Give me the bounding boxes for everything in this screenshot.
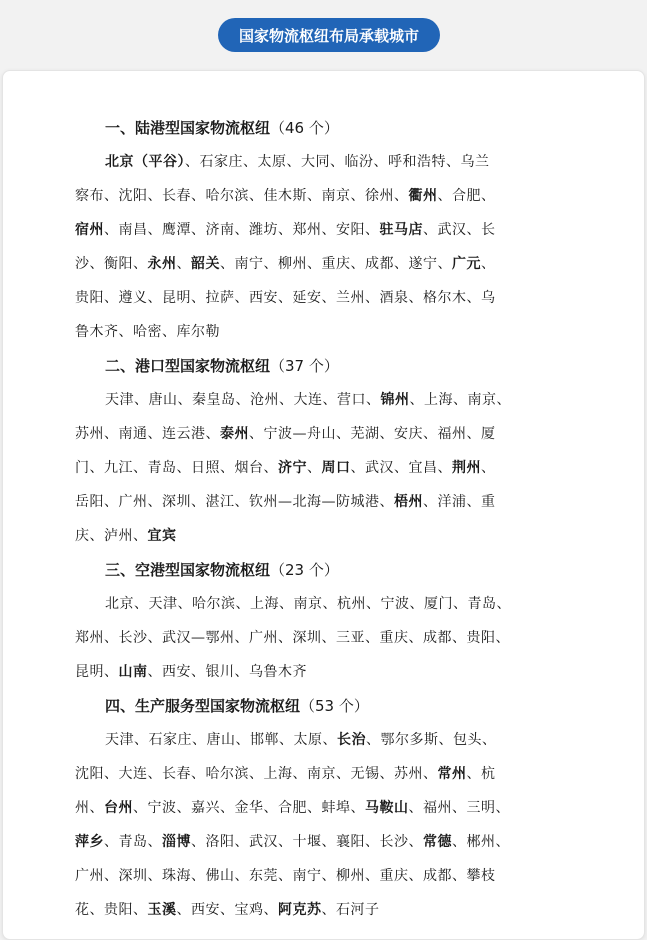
city-list-text: 、青岛、 xyxy=(104,834,162,850)
city-name-bold: 萍乡 xyxy=(75,834,104,850)
city-list-text: 鲁木齐、哈密、库尔勒 xyxy=(75,324,220,340)
city-list-line xyxy=(75,247,585,281)
city-list-line xyxy=(75,145,585,179)
city-list-text: 、武汉、长 xyxy=(423,222,496,238)
city-list-line xyxy=(75,859,585,893)
city-name-bold: 长治 xyxy=(337,732,366,748)
city-list-line xyxy=(75,451,585,485)
city-name-bold: 广元 xyxy=(452,256,481,272)
city-list-text: 天津、唐山、秦皇岛、沧州、大连、营口、 xyxy=(105,392,381,408)
section-count: （23 个） xyxy=(270,561,339,579)
section-heading-text: 三、空港型国家物流枢纽 xyxy=(105,561,271,579)
city-name-bold: 玉溪 xyxy=(147,902,177,918)
city-list-text: 、福州、三明、 xyxy=(408,800,510,816)
city-list-text: 州、 xyxy=(75,800,104,816)
city-name-bold: 山南 xyxy=(118,664,148,680)
city-list-text: 、郴州、 xyxy=(452,834,510,850)
city-list-text: 天津、石家庄、唐山、邯郸、太原、 xyxy=(105,732,337,748)
city-list-text: 花、贵阳、 xyxy=(75,902,148,918)
city-list-line xyxy=(75,587,585,621)
city-list-text: 沙、衡阳、 xyxy=(75,256,148,272)
city-name-bold: 常州 xyxy=(437,766,467,782)
city-name-bold: 锦州 xyxy=(380,392,410,408)
city-list-text: 、西安、银川、乌鲁木齐 xyxy=(147,664,307,680)
city-list-text: 沈阳、大连、长春、哈尔滨、上海、南京、无锡、苏州、 xyxy=(75,766,438,782)
city-name-bold: 永州 xyxy=(147,256,177,272)
city-list-text: 、洛阳、武汉、十堰、襄阳、长沙、 xyxy=(191,834,423,850)
city-list-text: 广州、深圳、珠海、佛山、东莞、南宁、柳州、重庆、成都、攀枝 xyxy=(75,868,496,884)
city-list-line xyxy=(75,485,585,519)
city-list-text: 贵阳、遵义、昆明、拉萨、西安、延安、兰州、酒泉、格尔木、乌 xyxy=(75,290,496,306)
city-list-text: 苏州、南通、连云港、 xyxy=(75,426,220,442)
city-name-bold: 马鞍山 xyxy=(365,800,409,816)
city-name-bold: 周口 xyxy=(321,460,351,476)
city-list-line xyxy=(75,655,585,689)
city-name-bold: 衢州 xyxy=(408,188,438,204)
city-list-line xyxy=(75,417,585,451)
city-list-text: 、合肥、 xyxy=(437,188,496,204)
city-list-line xyxy=(75,315,585,349)
city-name-bold: 宜宾 xyxy=(147,528,177,544)
city-list-line xyxy=(75,213,585,247)
city-list-text: 、洋浦、重 xyxy=(423,494,496,510)
city-list-text: 、南昌、鹰潭、济南、潍坊、郑州、安阳、 xyxy=(104,222,380,238)
city-list-text: 庆、泸州、 xyxy=(75,528,148,544)
section-heading xyxy=(75,111,585,145)
city-list-line xyxy=(75,893,585,927)
city-list-line xyxy=(75,383,585,417)
city-name-bold: 泰州 xyxy=(220,426,249,442)
document-card xyxy=(2,70,645,940)
city-list-text: 察布、沈阳、长春、哈尔滨、佳木斯、南京、徐州、 xyxy=(75,188,409,204)
city-list-text: 、鄂尔多斯、包头、 xyxy=(366,732,497,748)
section-heading xyxy=(75,553,585,587)
city-list-text: 郑州、长沙、武汉—鄂州、广州、深圳、三亚、重庆、成都、贵阳、 xyxy=(75,630,510,646)
city-list-text: 、南宁、柳州、重庆、成都、遂宁、 xyxy=(220,256,452,272)
city-list-text: 、 xyxy=(481,460,496,476)
city-list-line xyxy=(75,179,585,213)
city-list-text: 、宁波、嘉兴、金华、合肥、蚌埠、 xyxy=(133,800,365,816)
section-heading-text: 四、生产服务型国家物流枢纽 xyxy=(105,697,301,715)
city-list-text: 、 xyxy=(307,460,322,476)
city-list-text: 北京、天津、哈尔滨、上海、南京、杭州、宁波、厦门、青岛、 xyxy=(105,596,511,612)
section-heading xyxy=(75,349,585,383)
city-name-bold: 韶关 xyxy=(191,256,220,272)
city-name-bold: 济宁 xyxy=(278,460,307,476)
city-list-text: 、石河子 xyxy=(321,902,380,918)
city-name-bold: 梧州 xyxy=(394,494,423,510)
city-name-bold: 宿州 xyxy=(75,222,104,238)
city-list-text: 门、九江、青岛、日照、烟台、 xyxy=(75,460,278,476)
city-name-bold: 阿克苏 xyxy=(278,902,322,918)
city-list-text: 、上海、南京、 xyxy=(409,392,511,408)
city-list-text: 、宁波—舟山、芜湖、安庆、福州、厦 xyxy=(249,426,496,442)
city-list-text: 、石家庄、太原、大同、临汾、呼和浩特、乌兰 xyxy=(185,154,490,170)
section-heading-text: 一、陆港型国家物流枢纽 xyxy=(105,119,271,137)
page-title: 国家物流枢纽布局承载城市 xyxy=(218,18,440,52)
city-list-line xyxy=(75,757,585,791)
city-list-line xyxy=(75,825,585,859)
section-count: （53 个） xyxy=(300,697,369,715)
city-list-line xyxy=(75,723,585,757)
document-body xyxy=(75,111,585,927)
city-name-bold: 北京（平谷） xyxy=(105,154,185,170)
city-list-text: 、 xyxy=(176,256,191,272)
section-count: （46 个） xyxy=(270,119,339,137)
section-heading-text: 二、港口型国家物流枢纽 xyxy=(105,357,271,375)
city-list-line xyxy=(75,791,585,825)
section-count: （37 个） xyxy=(270,357,339,375)
city-name-bold: 驻马店 xyxy=(379,222,423,238)
city-list-line xyxy=(75,281,585,315)
city-list-text: 、西安、宝鸡、 xyxy=(176,902,278,918)
city-list-text: 岳阳、广州、深圳、湛江、钦州—北海—防城港、 xyxy=(75,494,394,510)
section-heading xyxy=(75,689,585,723)
city-name-bold: 常德 xyxy=(423,834,452,850)
city-name-bold: 淄博 xyxy=(162,834,191,850)
city-name-bold: 荆州 xyxy=(452,460,481,476)
city-list-line xyxy=(75,621,585,655)
city-list-text: 、杭 xyxy=(466,766,496,782)
city-list-text: 昆明、 xyxy=(75,664,119,680)
city-name-bold: 台州 xyxy=(104,800,133,816)
city-list-text: 、武汉、宜昌、 xyxy=(350,460,452,476)
city-list-text: 、 xyxy=(481,256,496,272)
city-list-line xyxy=(75,519,585,553)
